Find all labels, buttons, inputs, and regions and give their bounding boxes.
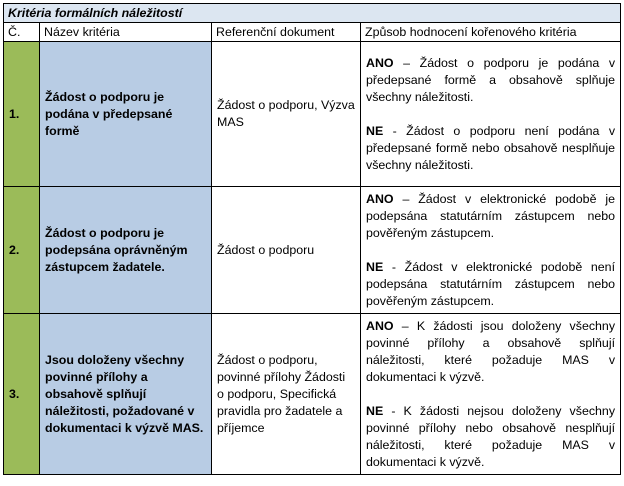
yes-text: – K žádosti jsou doloženy všechny povinné přílohy a obsahově splňují náležitosti, které požaduje MAS v dokumentaci k výzvě. bbox=[366, 318, 616, 384]
criterion-reference: Žádost o podporu, Výzva MAS bbox=[212, 42, 361, 187]
evaluation-yes bbox=[366, 55, 615, 106]
criterion-name: Žádost o podporu je podepsána oprávněným zástupcem žadatele. bbox=[40, 187, 212, 314]
criterion-evaluation bbox=[361, 314, 621, 475]
evaluation-no bbox=[366, 123, 615, 174]
table-title-row bbox=[4, 4, 621, 23]
criteria-table bbox=[3, 3, 621, 475]
header-name: Název kritéria bbox=[40, 23, 212, 42]
no-text: - K žádosti nejsou doloženy všechny povinné přílohy nebo obsahově nesplňují náležitosti, které požaduje MAS v dokumentaci k výzvě. bbox=[366, 403, 616, 469]
yes-keyword: ANO bbox=[366, 318, 394, 333]
yes-keyword: ANO bbox=[366, 55, 394, 70]
evaluation-no bbox=[366, 259, 615, 310]
criterion-name: Jsou doloženy všechny povinné přílohy a obsahově splňují náležitosti, požadované v dokumentaci k výzvě MAS. bbox=[40, 314, 212, 475]
no-text: - Žádost o podporu není podána v předepsané formě nebo obsahově nesplňuje všechny náležitosti. bbox=[366, 123, 616, 172]
table-title: Kritéria formálních náležitostí bbox=[4, 4, 621, 23]
no-text: - Žádost v elektronické podobě není podepsána statutárním zástupcem nebo pověřeným zástupcem. bbox=[366, 259, 616, 308]
evaluation-yes bbox=[366, 191, 615, 242]
no-keyword: NE bbox=[366, 403, 384, 418]
no-keyword: NE bbox=[366, 259, 384, 274]
evaluation-no bbox=[366, 403, 615, 471]
yes-text: – Žádost o podporu je podána v předepsané formě a obsahově splňuje všechny náležitosti. bbox=[366, 55, 616, 104]
table-header-row bbox=[4, 23, 621, 42]
no-keyword: NE bbox=[366, 123, 384, 138]
header-reference: Referenční dokument bbox=[212, 23, 361, 42]
evaluation-yes bbox=[366, 318, 615, 386]
criterion-number: 2. bbox=[4, 187, 40, 314]
table-row bbox=[4, 42, 621, 187]
header-evaluation: Způsob hodnocení kořenového kritéria bbox=[361, 23, 621, 42]
yes-text: – Žádost v elektronické podobě je podepsána statutárním zástupcem nebo pověřeným zástupcem. bbox=[366, 191, 616, 240]
yes-keyword: ANO bbox=[366, 191, 394, 206]
table-row bbox=[4, 314, 621, 475]
criterion-evaluation bbox=[361, 42, 621, 187]
criterion-number: 3. bbox=[4, 314, 40, 475]
table-row bbox=[4, 187, 621, 314]
header-number: Č. bbox=[4, 23, 40, 42]
criterion-name: Žádost o podporu je podána v předepsané formě bbox=[40, 42, 212, 187]
criterion-evaluation bbox=[361, 187, 621, 314]
criterion-number: 1. bbox=[4, 42, 40, 187]
criterion-reference: Žádost o podporu bbox=[212, 187, 361, 314]
criterion-reference: Žádost o podporu, povinné přílohy Žádosti o podporu, Specifická pravidla pro žadatele a příjemce bbox=[212, 314, 361, 475]
